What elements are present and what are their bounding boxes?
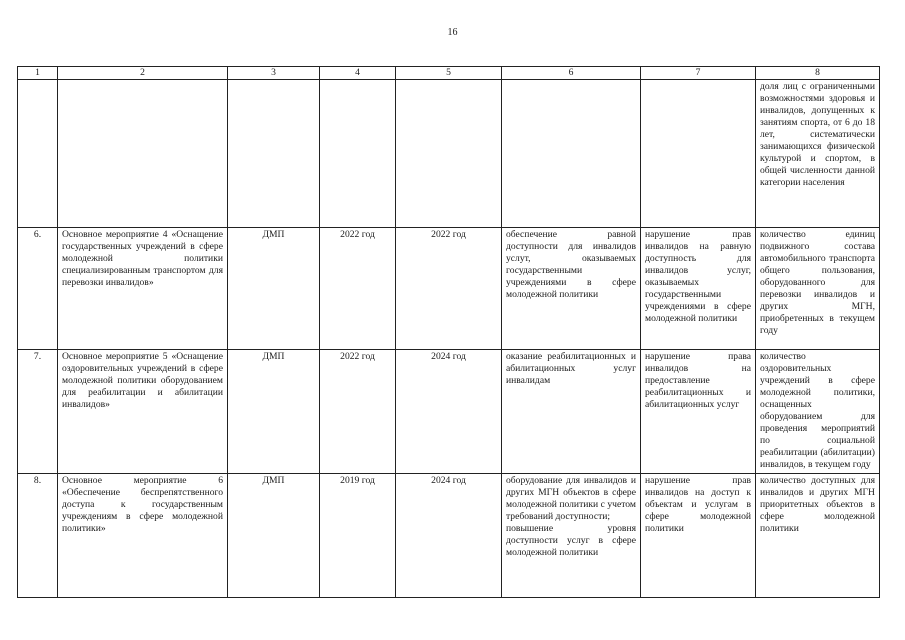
start-year: 2022 год [320,228,396,350]
column-number-row [18,67,880,80]
consequences [641,80,756,228]
consequences: нарушение прав инвалидов на равную доступность для инвалидов услуг, оказываемых государственными учреждениями в сфере молодежной политики [641,228,756,350]
executor: ДМП [228,474,320,598]
row-number: 6. [18,228,58,350]
row-number: 8. [18,474,58,598]
column-number: 5 [396,67,502,80]
table-row [18,80,880,228]
column-number: 4 [320,67,396,80]
start-year: 2022 год [320,350,396,474]
executor: ДМП [228,350,320,474]
row-number [18,80,58,228]
indicator: количество единиц подвижного состава автомобильного транспорта общего пользования, оборудованного для перевозки инвалидов и других МГН, приобретенных в текущем году [756,228,880,350]
expected-result [502,80,641,228]
consequences: нарушение прав инвалидов на доступ к объектам и услугам в сфере молодежной политики [641,474,756,598]
end-year: 2022 год [396,228,502,350]
indicator: количество доступных для инвалидов и других МГН приоритетных объектов в сфере молодежной политики [756,474,880,598]
executor [228,80,320,228]
column-number: 6 [502,67,641,80]
start-year [320,80,396,228]
measures-table [17,66,880,598]
event-name [58,80,228,228]
column-number: 7 [641,67,756,80]
executor: ДМП [228,228,320,350]
consequences: нарушение права инвалидов на предоставление реабилитационных и абилитационных услуг [641,350,756,474]
expected-result: обеспечение равной доступности для инвалидов услут, оказываемых государственными учреждениями в сфере молодежной политики [502,228,641,350]
table-row [18,474,880,598]
expected-result: оборудование для инвалидов и других МГН объектов в сфере молодежной политики с учетом требований доступности; повышение уровня доступности услуг в сфере молодежной политики [502,474,641,598]
event-name: Основное мероприятие 6 «Обеспечение беспрепятственного доступа к государственным учреждениям в сфере молодежной политики» [58,474,228,598]
start-year: 2019 год [320,474,396,598]
column-number: 2 [58,67,228,80]
table-row [18,350,880,474]
event-name: Основное мероприятие 5 «Оснащение оздоровительных учреждений в сфере молодежной политики оборудованием для реабилитации и абилитации инвалидов» [58,350,228,474]
indicator: доля лиц с ограниченными возможностями здоровья и инвалидов, допущенных к занятиям спорта, от 6 до 18 лет, систематически занимающихся физической культурой и спортом, в общей численности данной категории населения [756,80,880,228]
column-number: 3 [228,67,320,80]
row-number: 7. [18,350,58,474]
expected-result: оказание реабилитационных и абилитационных услуг инвалидам [502,350,641,474]
event-name: Основное мероприятие 4 «Оснащение государственных учреждений в сфере молодежной политики специализированным транспортом для перевозки инвалидов» [58,228,228,350]
column-number: 1 [18,67,58,80]
indicator: количество оздоровительных учреждений в сфере молодежной политики, оснащенных оборудованием для проведения мероприятий по социальной реабилитации (абилитации) инвалидов, в текущем году [756,350,880,474]
page-number: 16 [447,27,458,38]
end-year [396,80,502,228]
table-row [18,228,880,350]
column-number: 8 [756,67,880,80]
end-year: 2024 год [396,350,502,474]
end-year: 2024 год [396,474,502,598]
